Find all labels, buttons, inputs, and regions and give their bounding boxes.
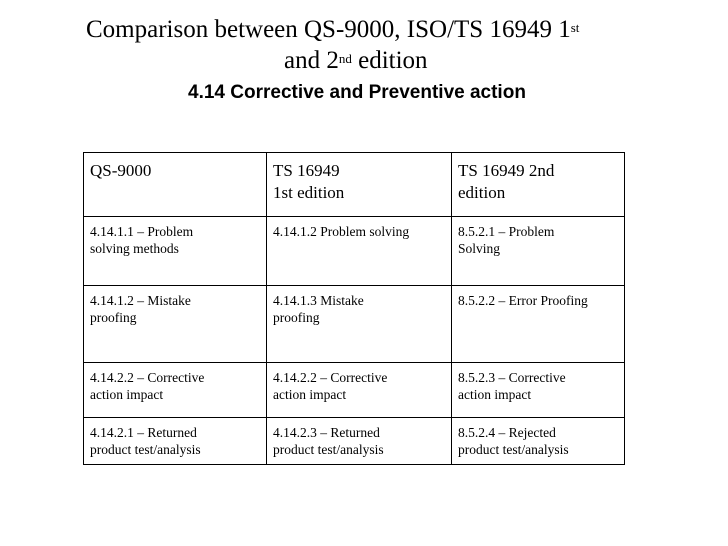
table-row <box>84 217 625 286</box>
table-row <box>84 418 625 465</box>
slide-title <box>86 14 706 76</box>
table-cell: 8.5.2.1 – Problem Solving <box>452 217 625 286</box>
header-ts16949-1st: TS 16949 1st edition <box>267 153 452 217</box>
header-qs9000: QS-9000 <box>84 153 267 217</box>
table-cell: 8.5.2.3 – Corrective action impact <box>452 363 625 418</box>
title-line2: and 2nd edition <box>284 47 428 74</box>
comparison-table <box>83 152 625 465</box>
table-cell: 4.14.2.2 – Corrective action impact <box>267 363 452 418</box>
table-cell: 4.14.2.3 – Returned product test/analysis <box>267 418 452 465</box>
table-cell: 4.14.2.2 – Corrective action impact <box>84 363 267 418</box>
table-cell: 4.14.2.1 – Returned product test/analysis <box>84 418 267 465</box>
table-cell: 4.14.1.2 Problem solving <box>267 217 452 286</box>
table-header-row <box>84 153 625 217</box>
table-row <box>84 363 625 418</box>
table-cell: 4.14.1.2 – Mistake proofing <box>84 286 267 363</box>
table-cell: 4.14.1.3 Mistake proofing <box>267 286 452 363</box>
table-cell: 8.5.2.4 – Rejected product test/analysis <box>452 418 625 465</box>
title-line1: Comparison between QS-9000, ISO/TS 16949 1st <box>86 16 580 43</box>
table-row <box>84 286 625 363</box>
table-cell: 8.5.2.2 – Error Proofing <box>452 286 625 363</box>
header-ts16949-2nd: TS 16949 2nd edition <box>452 153 625 217</box>
slide-subtitle: 4.14 Corrective and Preventive action <box>188 82 526 103</box>
table-cell: 4.14.1.1 – Problem solving methods <box>84 217 267 286</box>
